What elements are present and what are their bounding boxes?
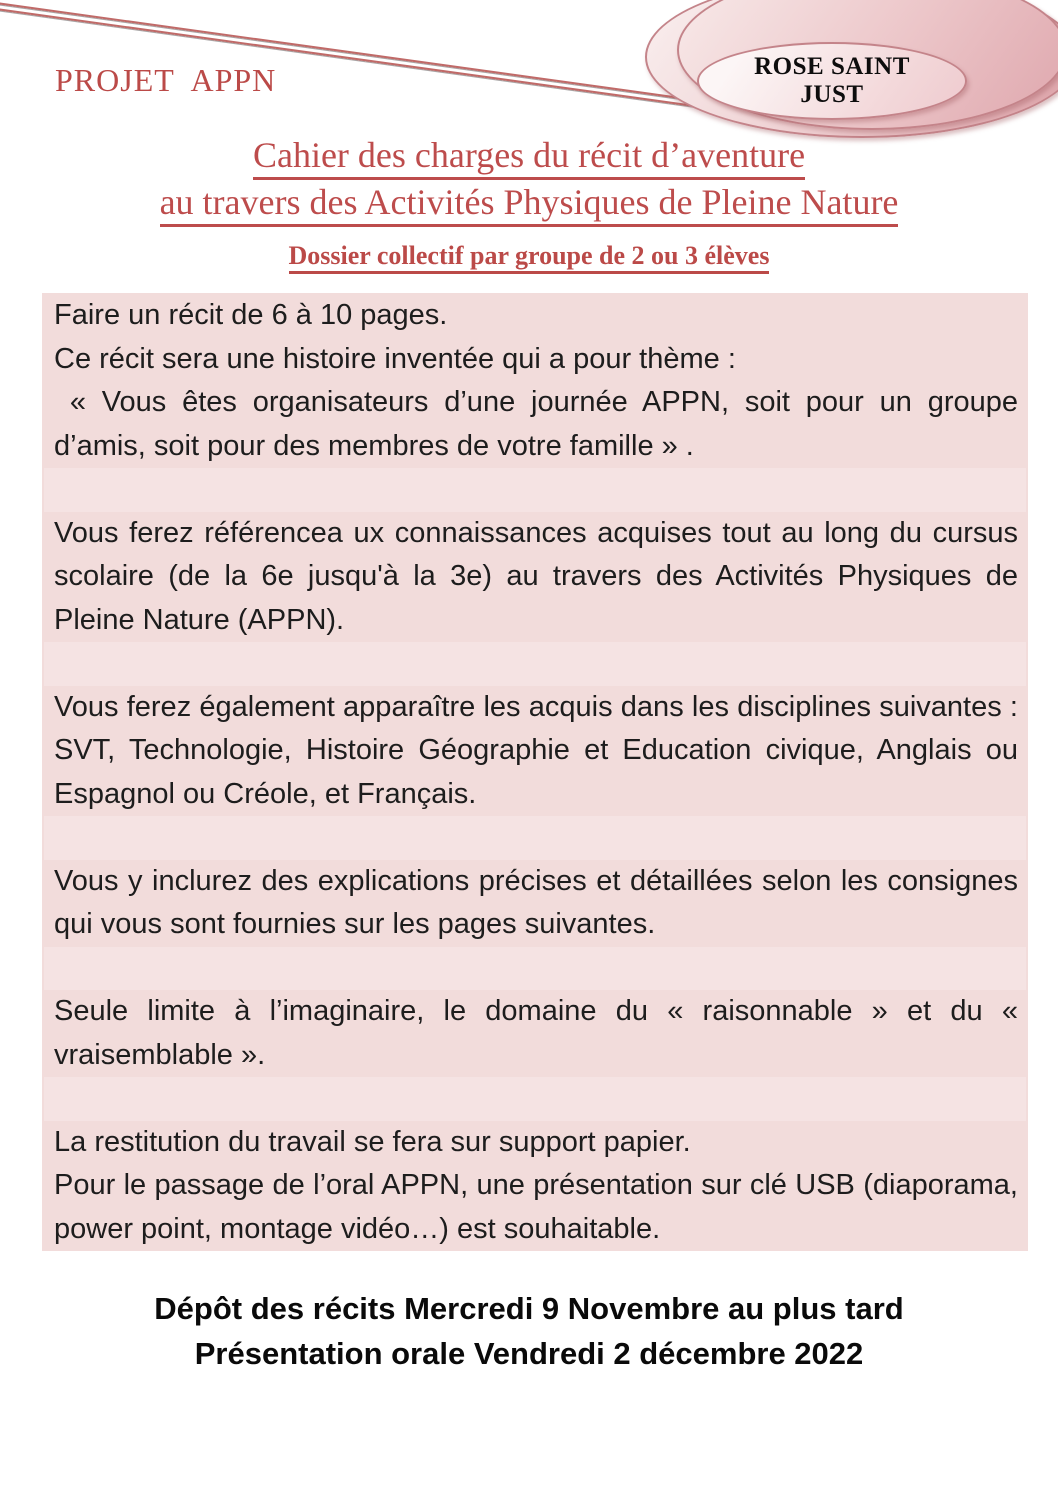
body-paragraph: La restitution du travail se fera sur support papier.	[54, 1125, 691, 1158]
body-paragraph: Seule limite à l’imaginaire, le domaine du « raisonnable » et du « vraisemblable ».	[54, 995, 1018, 1071]
deadline-line2: Présentation orale Vendredi 2 décembre 2022	[194, 1336, 864, 1371]
body-paragraph: « Vous êtes organisateurs d’une journée APPN, soit pour un groupe d’amis, soit pour des membres de votre famille » .	[54, 386, 1018, 462]
body-paragraph: Pour le passage de l’oral APPN, une présentation sur clé USB (diaporama, power point, montage vidéo…) est souhaitable.	[54, 1169, 1018, 1245]
paragraph-spacer	[44, 816, 1026, 860]
document-title-line1: Cahier des charges du récit d’aventure	[0, 134, 1058, 176]
school-name-line2: JUST	[800, 81, 864, 108]
deadline-line1: Dépôt des récits Mercredi 9 Novembre au plus tard	[154, 1291, 904, 1326]
document-subtitle: Dossier collectif par groupe de 2 ou 3 élèves	[0, 241, 1058, 271]
body-paragraph: Vous ferez également apparaître les acquis dans les disciplines suivantes : SVT, Technologie, Histoire Géographie et Education civique, Anglais ou Espagnol ou Créole, et Français.	[54, 690, 1018, 810]
project-label: PROJET APPN	[55, 62, 277, 98]
paragraph-spacer	[44, 468, 1026, 512]
school-logo	[697, 42, 967, 120]
deadline-footer	[0, 1286, 1058, 1376]
body-paragraph: Faire un récit de 6 à 10 pages.	[54, 299, 448, 331]
paragraph-spacer	[44, 947, 1026, 991]
school-name	[754, 53, 910, 109]
paragraph-spacer	[44, 1077, 1026, 1121]
document-title-line2: au travers des Activités Physiques de Pleine Nature	[0, 181, 1058, 223]
body-text-block	[42, 293, 1028, 1251]
body-paragraph: Vous ferez référencea ux connaissances acquises tout au long du cursus scolaire (de la 6e jusqu'à la 3e) au travers des Activités Physiques de Pleine Nature (APPN).	[54, 516, 1018, 636]
body-paragraph: Vous y inclurez des explications précises et détaillées selon les consignes qui vous sont fournies sur les pages suivantes.	[54, 864, 1018, 940]
body-paragraph: Ce récit sera une histoire inventée qui a pour thème :	[54, 342, 736, 375]
school-name-line1: ROSE SAINT	[754, 53, 910, 80]
paragraph-spacer	[44, 642, 1026, 686]
